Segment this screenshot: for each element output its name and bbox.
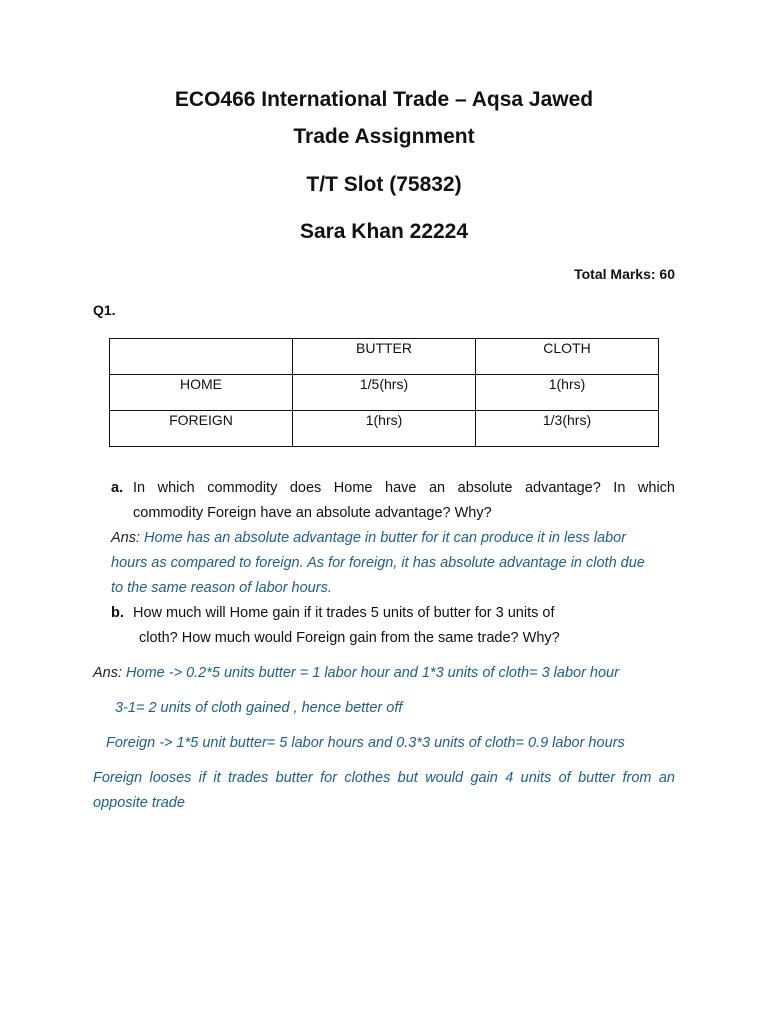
part-b-answer-line2: 3-1= 2 units of cloth gained , hence better off bbox=[115, 700, 403, 716]
table-row bbox=[110, 375, 659, 411]
labor-hours-table bbox=[109, 338, 659, 447]
table-row bbox=[110, 411, 659, 447]
table-header-cell: BUTTER bbox=[293, 339, 476, 375]
table-cell: HOME bbox=[110, 375, 293, 411]
table-header-cell bbox=[110, 339, 293, 375]
table-cell: 1(hrs) bbox=[476, 375, 659, 411]
answer-text: Home -> 0.2*5 units butter = 1 labor hour and 1*3 units of cloth= 3 labor hour bbox=[126, 665, 619, 681]
table-cell: FOREIGN bbox=[110, 411, 293, 447]
part-a-answer-line1 bbox=[111, 528, 626, 548]
part-a-answer-line2: hours as compared to foreign. As for foreign, it has absolute advantage in cloth due bbox=[111, 555, 645, 571]
document-title: ECO466 International Trade – Aqsa Jawed bbox=[174, 88, 594, 111]
question-label: Q1. bbox=[93, 302, 116, 318]
table-cell: 1(hrs) bbox=[293, 411, 476, 447]
table-header-cell: CLOTH bbox=[476, 339, 659, 375]
part-a-question-line1: In which commodity does Home have an absolute advantage? In which bbox=[133, 480, 675, 496]
ans-label: Ans: bbox=[111, 530, 141, 546]
table-cell: 1/3(hrs) bbox=[476, 411, 659, 447]
part-b-answer-line1 bbox=[93, 663, 619, 683]
part-b-answer-line3: Foreign -> 1*5 unit butter= 5 labor hours and 0.3*3 units of cloth= 0.9 labor hours bbox=[106, 735, 625, 751]
part-a-label: a. bbox=[111, 480, 124, 496]
assignment-title: Trade Assignment bbox=[293, 125, 475, 148]
answer-text: Home has an absolute advantage in butter for it can produce it in less labor bbox=[144, 530, 627, 546]
part-b-question-line2: cloth? How much would Foreign gain from the same trade? Why? bbox=[139, 630, 560, 646]
table-cell: 1/5(hrs) bbox=[293, 375, 476, 411]
table-header-row bbox=[110, 339, 659, 375]
part-b-answer-line5: opposite trade bbox=[93, 795, 185, 811]
slot-title: T/T Slot (75832) bbox=[306, 173, 462, 196]
part-a-answer-line3: to the same reason of labor hours. bbox=[111, 580, 332, 596]
part-a-question-line2: commodity Foreign have an absolute advantage? Why? bbox=[133, 505, 492, 521]
part-b-answer-line4: Foreign looses if it trades butter for clothes but would gain 4 units of butter from an bbox=[93, 770, 675, 786]
part-b-label: b. bbox=[111, 605, 124, 621]
student-name: Sara Khan 22224 bbox=[299, 220, 469, 243]
total-marks: Total Marks: 60 bbox=[574, 266, 675, 282]
part-b-question-line1: How much will Home gain if it trades 5 units of butter for 3 units of bbox=[133, 605, 555, 621]
ans-label: Ans: bbox=[93, 665, 123, 681]
